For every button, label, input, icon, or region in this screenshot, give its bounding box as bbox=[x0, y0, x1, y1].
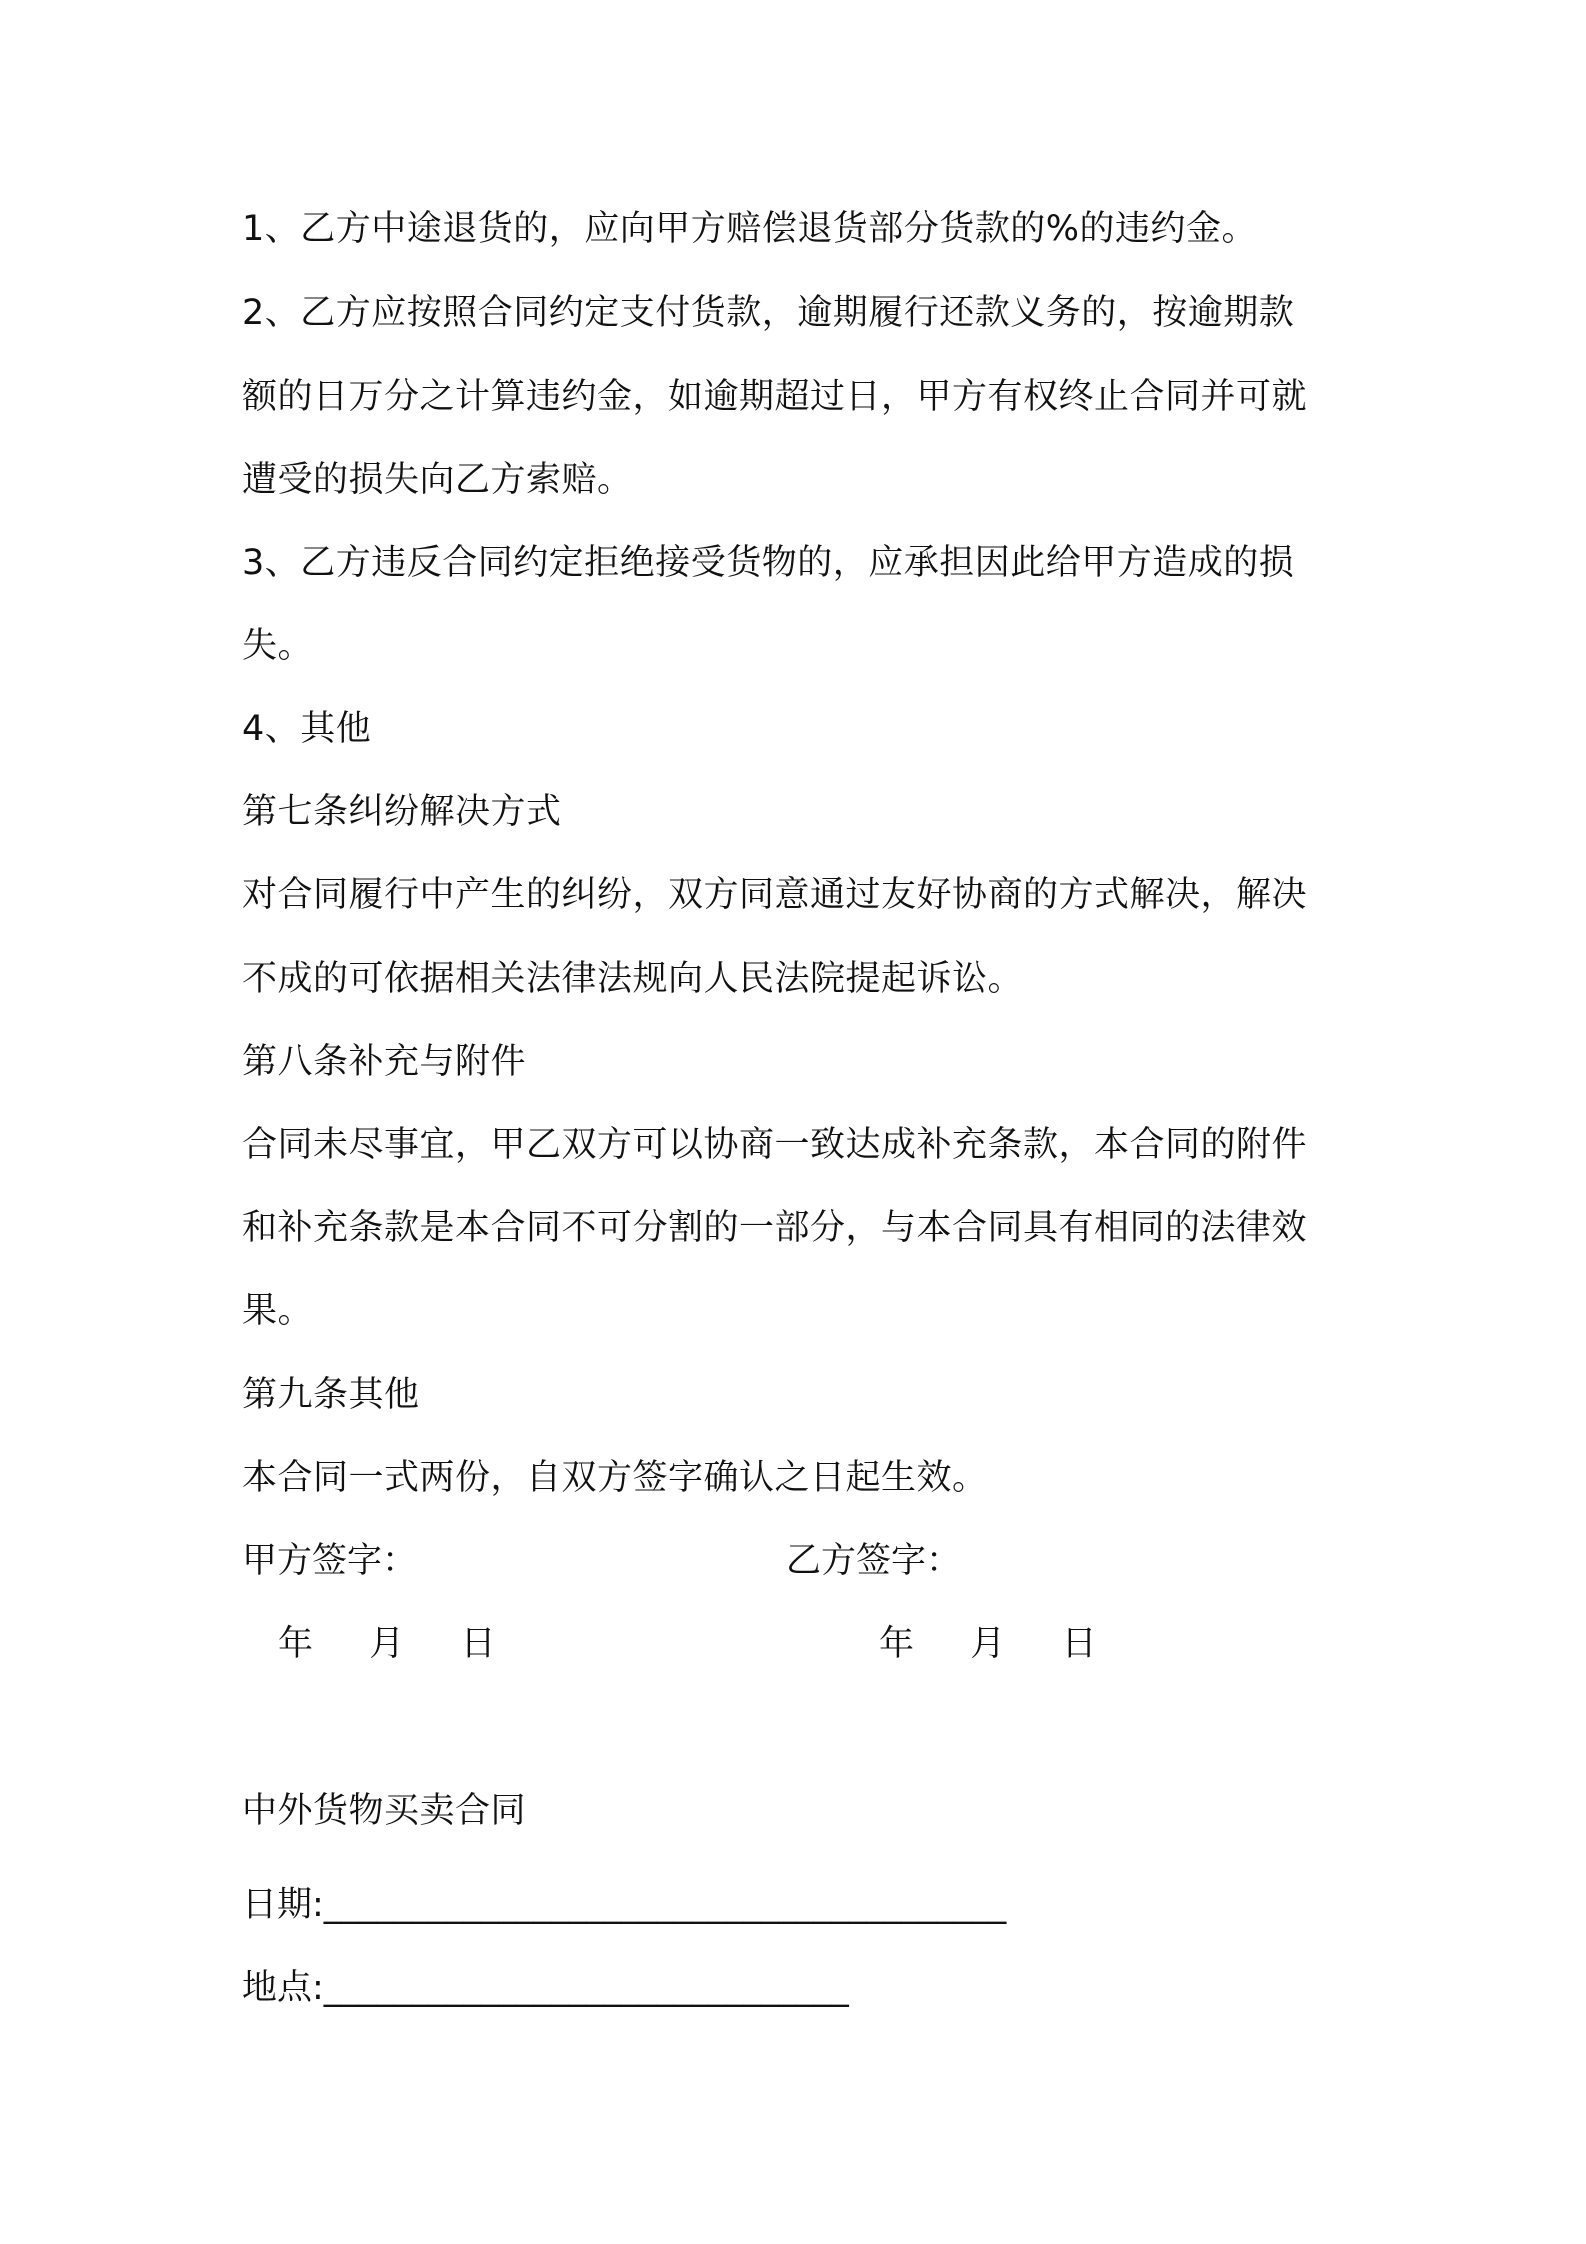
party-a-date bbox=[278, 1622, 496, 1666]
next-document-title: 中外货物买卖合同 bbox=[242, 1791, 527, 1831]
clause-line: 合同未尽事宜，甲乙双方可以协商一致达成补充条款，本合同的附件 bbox=[242, 1125, 1308, 1165]
party-a-signature-label: 甲方签字： bbox=[242, 1541, 418, 1581]
clause-line: 3、乙方违反合同约定拒绝接受货物的，应承担因此给甲方造成的损 bbox=[242, 543, 1295, 583]
day-label: 日 bbox=[460, 1624, 496, 1664]
clause-line: 遭受的损失向乙方索赔。 bbox=[242, 460, 633, 500]
clause-line: 2、乙方应按照合同约定支付货款，逾期履行还款义务的，按逾期款 bbox=[242, 293, 1295, 333]
clause-line: 和补充条款是本合同不可分割的一部分，与本合同具有相同的法律效 bbox=[242, 1208, 1308, 1248]
party-b-date bbox=[879, 1622, 1097, 1666]
section-heading: 第七条纠纷解决方式 bbox=[242, 792, 562, 832]
day-label: 日 bbox=[1061, 1624, 1097, 1664]
clause-line: 果。 bbox=[242, 1291, 314, 1331]
clause-line: 1、乙方中途退货的，应向甲方赔偿退货部分货款的%的违约金。 bbox=[242, 209, 1258, 249]
date-field: 日期:_______________________________________ bbox=[242, 1885, 1007, 1925]
section-heading: 第八条补充与附件 bbox=[242, 1042, 527, 1082]
clause-line: 本合同一式两份，自双方签字确认之日起生效。 bbox=[242, 1458, 988, 1498]
clause-line: 对合同履行中产生的纠纷，双方同意通过友好协商的方式解决，解决 bbox=[242, 875, 1308, 915]
section-heading: 第九条其他 bbox=[242, 1375, 420, 1415]
clause-line: 4、其他 bbox=[242, 709, 372, 749]
party-b-signature-label: 乙方签字： bbox=[786, 1541, 962, 1581]
month-label: 月 bbox=[369, 1624, 405, 1664]
year-label: 年 bbox=[879, 1624, 915, 1664]
year-label: 年 bbox=[278, 1624, 314, 1664]
clause-line: 失。 bbox=[242, 626, 314, 666]
place-field: 地点:______________________________ bbox=[242, 1968, 849, 2008]
month-label: 月 bbox=[970, 1624, 1006, 1664]
clause-line: 额的日万分之计算违约金，如逾期超过日，甲方有权终止合同并可就 bbox=[242, 377, 1308, 417]
clause-line: 不成的可依据相关法律法规向人民法院提起诉讼。 bbox=[242, 959, 1024, 999]
